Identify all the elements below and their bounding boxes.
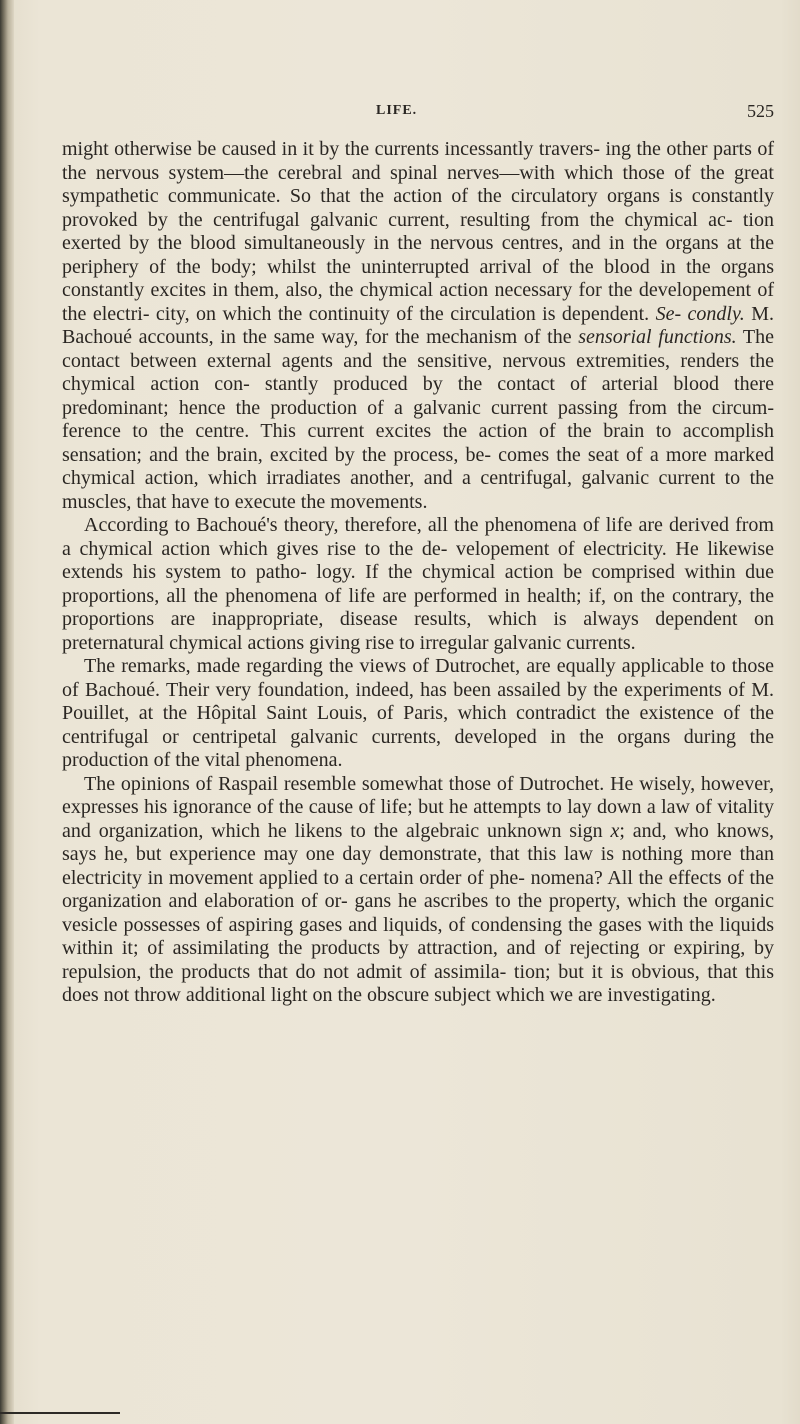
paragraph-3: The remarks, made regarding the views of Dutrochet, are equally applicable to those of Bachoué. Their very foundation, indeed, has been assailed by the experiments of M. Pouillet, at the Hôpital Saint Louis, of Paris, which contradict the existence of the centrifugal or centripetal galvanic currents, developed in the organs during the production of the vital phenomena. xyxy=(62,655,774,771)
paragraph-4-text-a: The opinions of Raspail resemble somewhat those of Dutrochet. He wisely, however, expresses his ignorance of the cause of life; but he attempts to lay down a law of vitality and organization, which he likens to the algebraic unknown sign xyxy=(62,772,774,842)
binding-edge xyxy=(0,0,14,1424)
unknown-sign-x: x xyxy=(610,819,620,842)
paragraph-2: According to Bachoué's theory, therefore, all the phenomena of life are derived from a chymical action which gives rise to the de- velopement of electricity. He likewise extends his system to patho- logy. If the chymical action be comprised within due proportions, all the phenomena of life are performed in health; if, on the contrary, the proportions are inappropriate, disease results, which is always dependent on preternatural chymical actions giving rise to irregular galvanic currents. xyxy=(62,514,774,654)
paragraph-1-text-a: might otherwise be caused in it by the currents incessantly travers- ing the other parts of the nervous system—the cerebral and spinal nerves—with which those of the great sympathetic communicate. So that the action of the circulatory organs is constantly provoked by the centrifugal galvanic current, resulting from the chymical ac- tion exerted by the blood simultaneously in the nervous centres, and in the organs at the periphery of the body; whilst the uninterrupted arrival of the blood in the organs constantly excites in them, also, the chymical action necessary for the developement of the electri- city, on which the continuity of the circulation is dependent. xyxy=(62,138,774,325)
paragraph-1 xyxy=(62,138,774,514)
paragraph-1-text-b: M. Bachoué accounts, in the same way, for the mechanism of the xyxy=(62,302,774,348)
paragraph-1-text-c: The contact between external agents and the sensitive, nervous extremities, renders the chymical action con- stantly produced by the contact of arterial blood there predominant; hence the production of a galvanic current passing from the circum- ference to the centre. This current excites the action of the brain to accomplish sensation; and the brain, excited by the process, be- comes the seat of a more marked chymical action, which irradiates another, and a centrifugal, galvanic current to the muscles, that have to execute the movements. xyxy=(62,326,775,513)
secondly-italic: Se- condly. xyxy=(655,302,745,325)
sensorial-functions-italic: sensorial functions. xyxy=(578,326,737,348)
page-number: 525 xyxy=(747,101,774,121)
running-head: LIFE. xyxy=(376,103,418,118)
page-header xyxy=(62,103,774,127)
bottom-edge-rule xyxy=(0,1412,120,1414)
paragraph-4-text-b: ; and, who knows, says he, but experience may one day demonstrate, that this law is nothing more than electricity in movement applied to a certain order of phe- nomena? All the effects of the organization and elaboration of or- gans he ascribes to the property, which the organic vesicle possesses of aspiring gases and liquids, of condensing the gases with the liquids within it; of assimilating the products by attraction, and of rejecting or expiring, by repulsion, the products that do not admit of assimila- tion; but it is obvious, that this does not throw additional light on the obscure subject which we are investigating. xyxy=(62,819,775,1006)
paragraph-4 xyxy=(62,773,774,1008)
body-text xyxy=(62,138,774,1008)
